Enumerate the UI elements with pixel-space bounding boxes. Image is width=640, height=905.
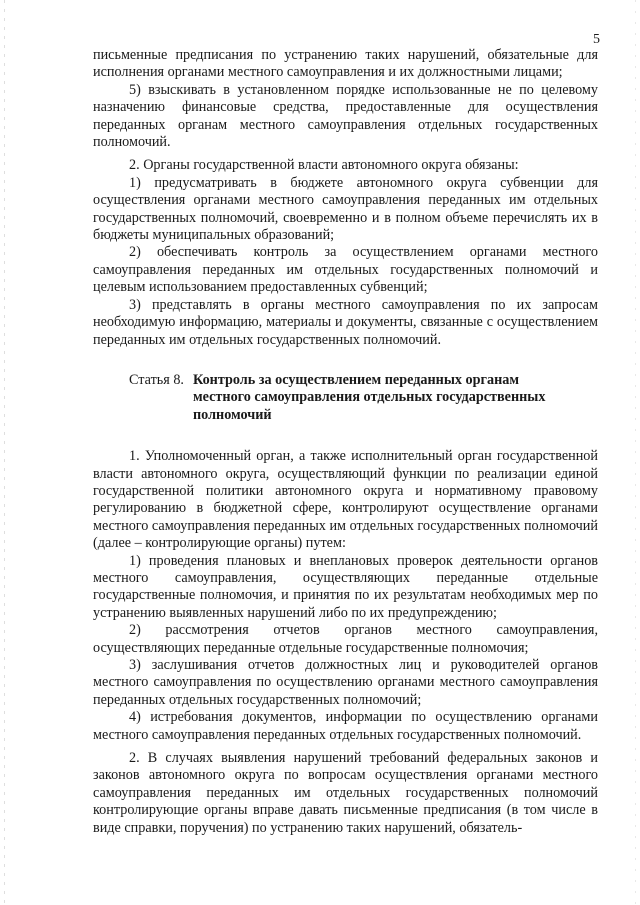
paragraph: 4) истребования документов, информации по осуществлению органами местного самоуправления переданных отдельных государственных полномочий. bbox=[93, 709, 598, 743]
scan-edge-left bbox=[4, 0, 5, 905]
document-body bbox=[93, 47, 598, 837]
article-heading bbox=[93, 372, 598, 424]
paragraph: 3) представлять в органы местного самоуправления по их запросам необходимую информацию, материалы и документы, связанные с осуществлением переданных им отдельных государственных полномочий. bbox=[93, 296, 598, 348]
page-number: 5 bbox=[593, 32, 600, 47]
paragraph: 1) проведения плановых и внеплановых проверок деятельности органов местного самоуправления, осуществляющих переданные отдельные государственные полномочия, и принятия по их результатам необходимых мер по устранению выявленных нарушений либо по их предупреждению; bbox=[93, 552, 598, 621]
paragraph: 2. Органы государственной власти автономного округа обязаны: bbox=[129, 157, 519, 174]
paragraph: 3) заслушивания отчетов должностных лиц и руководителей органов местного самоуправления по осуществлению органами местного самоуправления переданных отдельных государственных полномочий; bbox=[93, 657, 598, 708]
paragraph: 5) взыскивать в установленном порядке использованные не по целевому назначению финансовые средства, предоставленные для осуществления переданных органам местного самоуправления отдельных государственных полномочий. bbox=[93, 81, 598, 151]
paragraph: 1. Уполномоченный орган, а также исполнительный орган государственной власти автономного округа, осуществляющий функции по реализации единой государственной политики автономного округа и нормативному правовому регулированию в бюджетной сфере, контролируют осуществление органами местного самоуправления переданных им отдельных государственных полномочий (далее – контролирующие органы) путем: bbox=[93, 448, 598, 552]
scan-edge-right bbox=[635, 0, 636, 905]
paragraph: 2) обеспечивать контроль за осуществлением органами местного самоуправления переданных им отдельных государственных полномочий и целевым использованием предоставленных субвенций; bbox=[93, 244, 598, 296]
paragraph: 1) предусматривать в бюджете автономного округа субвенции для осуществления органами местного самоуправления переданных им отдельных государственных полномочий, своевременно и в полном объеме перечислять их в бюджеты муниципальных образований; bbox=[93, 174, 598, 244]
paragraph: письменные предписания по устранению таких нарушений, обязательные для исполнения органами местного самоуправления и их должностными лицами; bbox=[93, 47, 598, 81]
article-label: Статья 8. bbox=[129, 371, 184, 388]
paragraph: 2) рассмотрения отчетов органов местного самоуправления, осуществляющих переданные отдельные государственные полномочия; bbox=[93, 622, 598, 656]
article-title: Контроль за осуществлением переданных органам местного самоуправления отдельных государственных полномочий bbox=[193, 371, 546, 423]
paragraph: 2. В случаях выявления нарушений требований федеральных законов и законов автономного округа по вопросам осуществления органами местного самоуправления переданных им отдельных государственных полномочий контролирующие органы вправе давать письменные предписания (в том числе в виде справки, поручения) по устранению таких нарушений, обязатель- bbox=[93, 750, 598, 836]
